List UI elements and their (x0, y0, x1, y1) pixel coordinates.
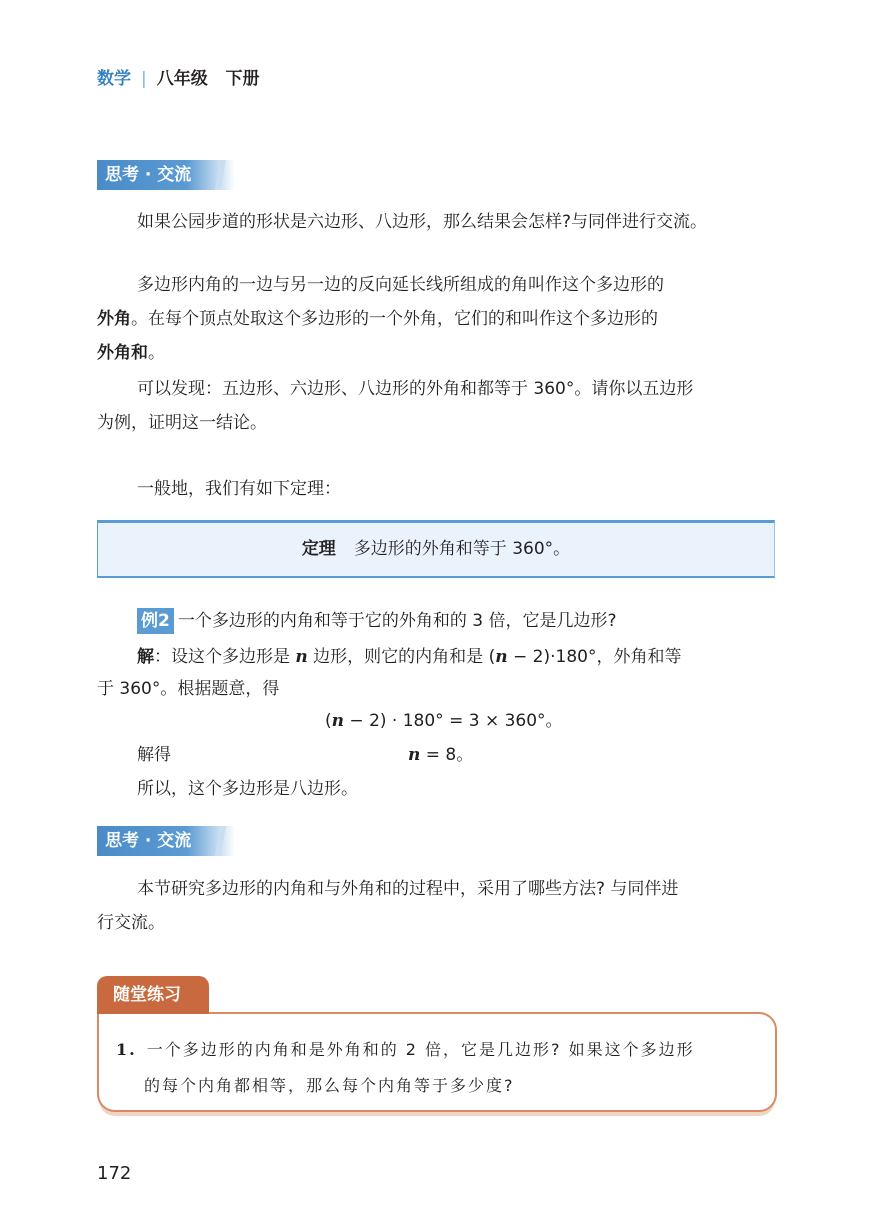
term-exterior-angle-sum: 外角和 (97, 343, 148, 363)
solution-line-2: 于 360°。根据题意，得 (97, 679, 280, 699)
definition-paragraph (97, 268, 787, 370)
think-discuss-tag-2: 思考 · 交流 (97, 826, 235, 856)
solved-label: 解得 (137, 745, 171, 765)
discovery-paragraph (97, 372, 693, 440)
exercise-line-1 (116, 1032, 695, 1068)
theorem-content (98, 523, 774, 575)
exercise-number: 1. (116, 1040, 137, 1059)
definition-line-3-text: 。 (148, 343, 165, 363)
theorem-text: 多边形的外角和等于 360°。 (353, 539, 571, 559)
exercise-text-1: 一个多边形的内角和是外角和的 2 倍，它是几边形? 如果这个多边形 (146, 1040, 695, 1059)
running-header (97, 64, 260, 89)
subject-label: 数学 (97, 69, 131, 89)
variable-n: n (408, 745, 421, 765)
practice-tab: 随堂练习 (97, 976, 209, 1014)
theorem-box (97, 520, 775, 578)
discovery-line-2: 为例，证明这一结论。 (97, 413, 267, 433)
example-question-text: 一个多边形的内角和等于它的外角和的 3 倍，它是几边形? (177, 611, 617, 631)
solution-text-b: 边形，则它的内角和是 ( (307, 647, 496, 667)
discovery-line-1: 可以发现：五边形、六边形、八边形的外角和都等于 360°。请你以五边形 (137, 379, 694, 399)
definition-line-2-text: 。在每个顶点处取这个多边形的一个外角，它们的和叫作这个多边形的 (131, 309, 658, 329)
header-separator: | (141, 69, 147, 89)
result-text: = 8。 (420, 745, 474, 765)
equation-rest: − 2) · 180° = 3 × 360°。 (344, 711, 563, 731)
example-question (137, 604, 617, 638)
variable-n: n (495, 647, 508, 667)
result (408, 738, 473, 772)
definition-line-1: 多边形内角的一边与另一边的反向延长线所组成的角叫作这个多边形的 (137, 275, 664, 295)
definition-line-2 (97, 302, 787, 336)
general-statement: 一般地，我们有如下定理： (137, 479, 341, 499)
solution-line-1 (137, 640, 681, 674)
grade-label: 八年级 下册 (156, 69, 260, 89)
practice-exercise-1 (116, 1032, 695, 1104)
example-badge: 例2 (137, 608, 174, 634)
equation (325, 704, 563, 738)
think-discuss-tag-1: 思考 · 交流 (97, 160, 235, 190)
equation-open: ( (325, 711, 332, 731)
variable-n: n (295, 647, 308, 667)
reflection-line-1: 本节研究多边形的内角和与外角和的过程中，采用了哪些方法? 与同伴进 (137, 879, 679, 899)
theorem-label: 定理 (301, 539, 336, 559)
solution-label: 解 (137, 647, 154, 667)
page-number: 172 (97, 1163, 132, 1184)
conclusion: 所以，这个多边形是八边形。 (137, 779, 358, 799)
exercise-line-2: 的每个内角都相等，那么每个内角等于多少度? (144, 1076, 515, 1095)
question-paragraph: 如果公园步道的形状是六边形、八边形，那么结果会怎样?与同伴进行交流。 (137, 212, 708, 232)
solution-text-c: − 2)·180°，外角和等 (507, 647, 682, 667)
reflection-paragraph (97, 872, 678, 940)
variable-n: n (331, 711, 345, 731)
definition-line-3 (97, 336, 787, 370)
reflection-line-2: 行交流。 (97, 913, 165, 933)
term-exterior-angle: 外角 (97, 309, 131, 329)
solution-text-a: ：设这个多边形是 (154, 647, 296, 667)
